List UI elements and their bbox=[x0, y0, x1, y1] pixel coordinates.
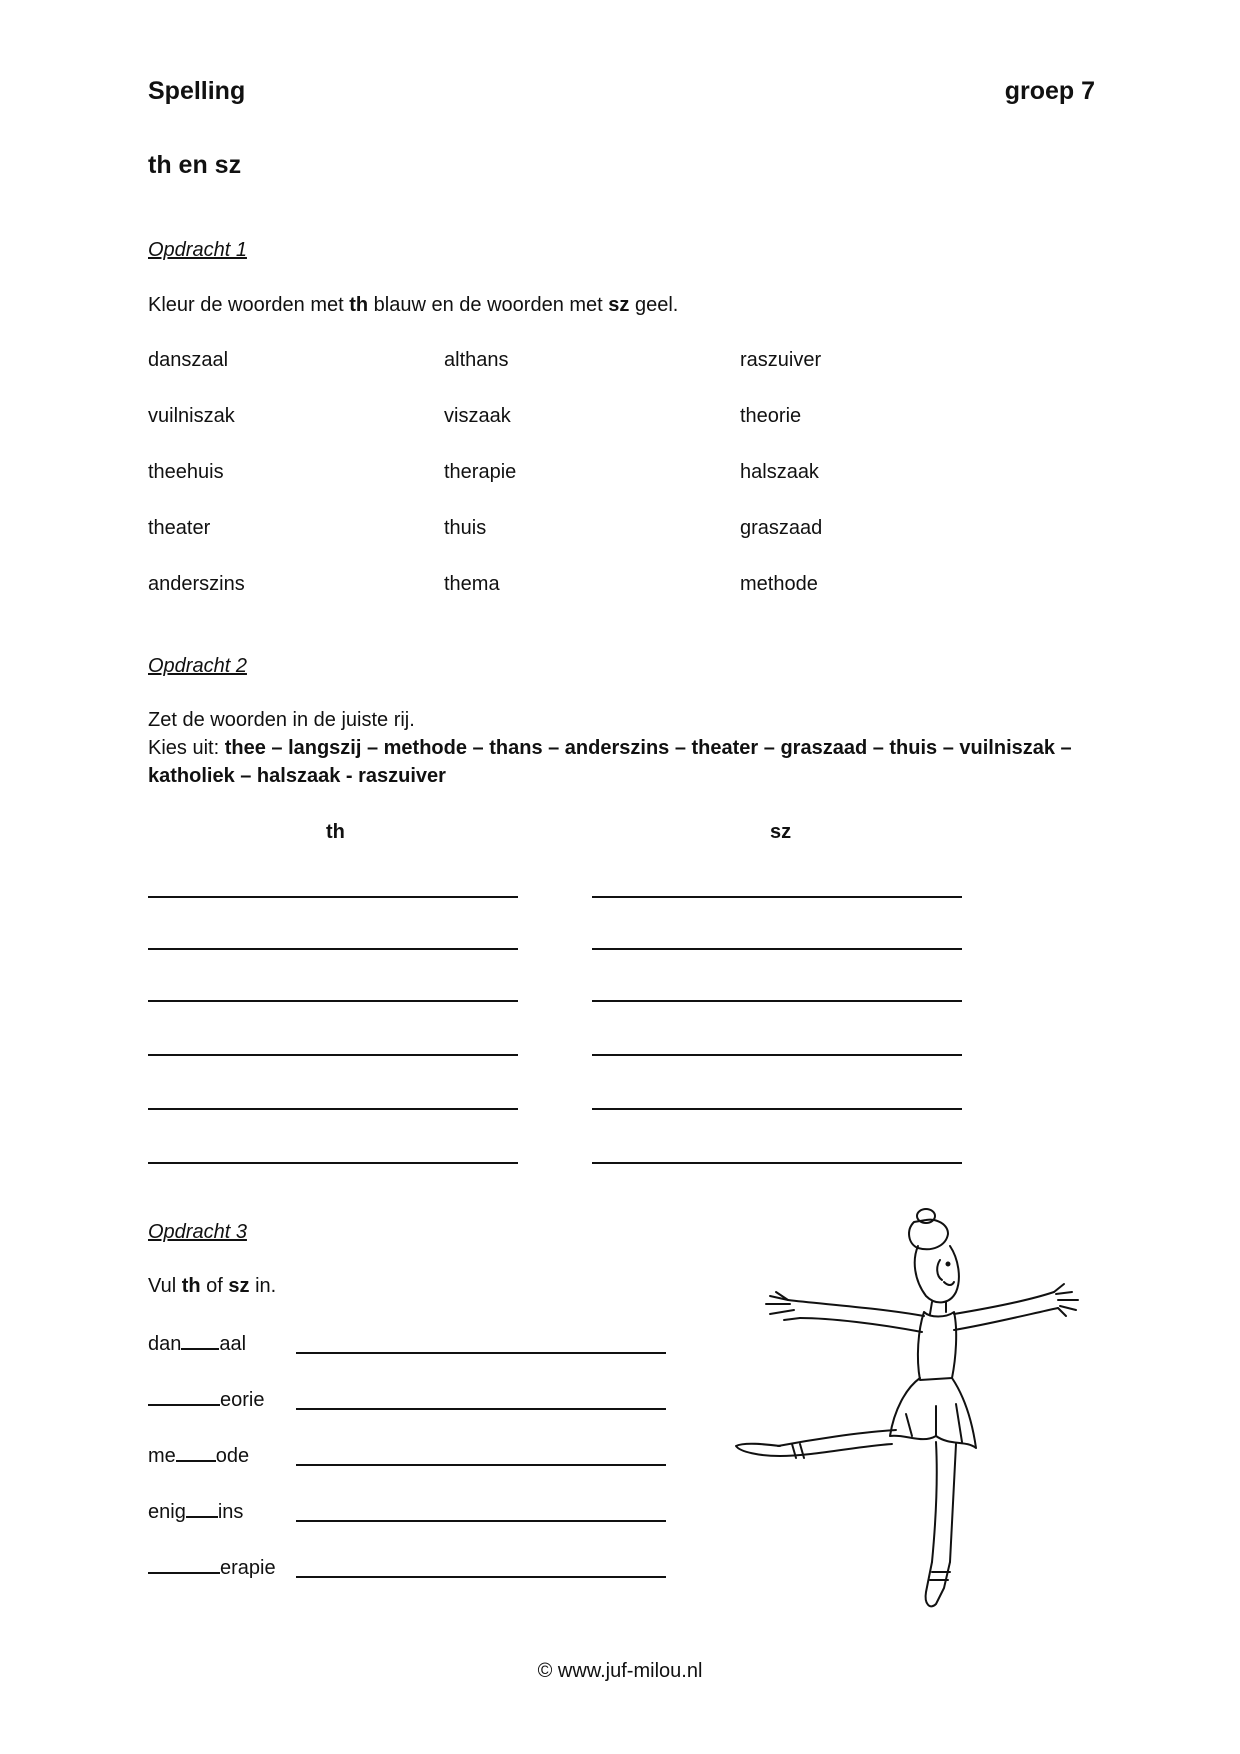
fill-in-item: dan aal bbox=[148, 1330, 246, 1356]
footer-copyright: © www.juf-milou.nl bbox=[537, 1660, 703, 1682]
opdracht3-instruction: Vul th of sz in. bbox=[148, 1275, 277, 1297]
opdracht2-word-choices: Kies uit: thee – langszij – methode – thans – anderszins – theater – graszaad – thuis – vuilniszak – bbox=[148, 737, 1072, 759]
word-cell: halszaak bbox=[740, 461, 819, 483]
fill-in-blank[interactable] bbox=[148, 1554, 220, 1574]
answer-line[interactable] bbox=[148, 1000, 518, 1002]
word-cell: methode bbox=[740, 573, 818, 595]
word-cell: theorie bbox=[740, 405, 802, 427]
answer-line[interactable] bbox=[148, 896, 518, 898]
opdracht2-instruction: Zet de woorden in de juiste rij. bbox=[148, 709, 415, 731]
fill-in-blank[interactable] bbox=[186, 1498, 218, 1518]
answer-line[interactable] bbox=[148, 1162, 518, 1164]
word-cell: althans bbox=[444, 349, 509, 371]
ballerina-illustration bbox=[700, 1200, 1090, 1620]
fill-in-item: me ode bbox=[148, 1442, 249, 1468]
opdracht2-title: Opdracht 2 bbox=[148, 655, 247, 677]
fill-in-item: erapie bbox=[148, 1554, 276, 1580]
word-cell: danszaal bbox=[148, 349, 229, 371]
answer-line[interactable] bbox=[296, 1464, 666, 1466]
fill-in-blank[interactable] bbox=[181, 1330, 219, 1350]
answer-line[interactable] bbox=[592, 1054, 962, 1056]
worksheet-subject: Spelling bbox=[148, 77, 246, 105]
worksheet-topic: th en sz bbox=[148, 151, 242, 179]
worksheet-group: groep 7 bbox=[1004, 77, 1095, 105]
word-cell: anderszins bbox=[148, 573, 245, 595]
fill-in-item: enig ins bbox=[148, 1498, 243, 1524]
answer-line[interactable] bbox=[296, 1576, 666, 1578]
column-header-sz: sz bbox=[770, 821, 792, 843]
word-cell: theater bbox=[148, 517, 211, 539]
word-cell: viszaak bbox=[444, 405, 511, 427]
word-cell: raszuiver bbox=[740, 349, 822, 371]
word-cell: therapie bbox=[444, 461, 517, 483]
answer-line[interactable] bbox=[592, 948, 962, 950]
fill-in-blank[interactable] bbox=[176, 1442, 216, 1462]
word-cell: vuilniszak bbox=[148, 405, 235, 427]
answer-line[interactable] bbox=[592, 1108, 962, 1110]
opdracht3-title: Opdracht 3 bbox=[148, 1221, 247, 1243]
fill-in-item: eorie bbox=[148, 1386, 264, 1412]
answer-line[interactable] bbox=[148, 1108, 518, 1110]
word-cell: graszaad bbox=[740, 517, 823, 539]
answer-line[interactable] bbox=[148, 948, 518, 950]
opdracht2-word-choices-cont: katholiek – halszaak - raszuiver bbox=[148, 765, 446, 787]
answer-line[interactable] bbox=[592, 896, 962, 898]
word-cell: thema bbox=[444, 573, 500, 595]
column-header-th: th bbox=[326, 821, 345, 843]
answer-line[interactable] bbox=[296, 1520, 666, 1522]
answer-line[interactable] bbox=[296, 1352, 666, 1354]
answer-line[interactable] bbox=[592, 1000, 962, 1002]
fill-in-blank[interactable] bbox=[148, 1386, 220, 1406]
word-cell: theehuis bbox=[148, 461, 224, 483]
opdracht1-title: Opdracht 1 bbox=[148, 239, 247, 261]
answer-line[interactable] bbox=[296, 1408, 666, 1410]
opdracht1-instruction: Kleur de woorden met th blauw en de woorden met sz geel. bbox=[148, 294, 679, 316]
word-cell: thuis bbox=[444, 517, 487, 539]
answer-line[interactable] bbox=[148, 1054, 518, 1056]
answer-line[interactable] bbox=[592, 1162, 962, 1164]
